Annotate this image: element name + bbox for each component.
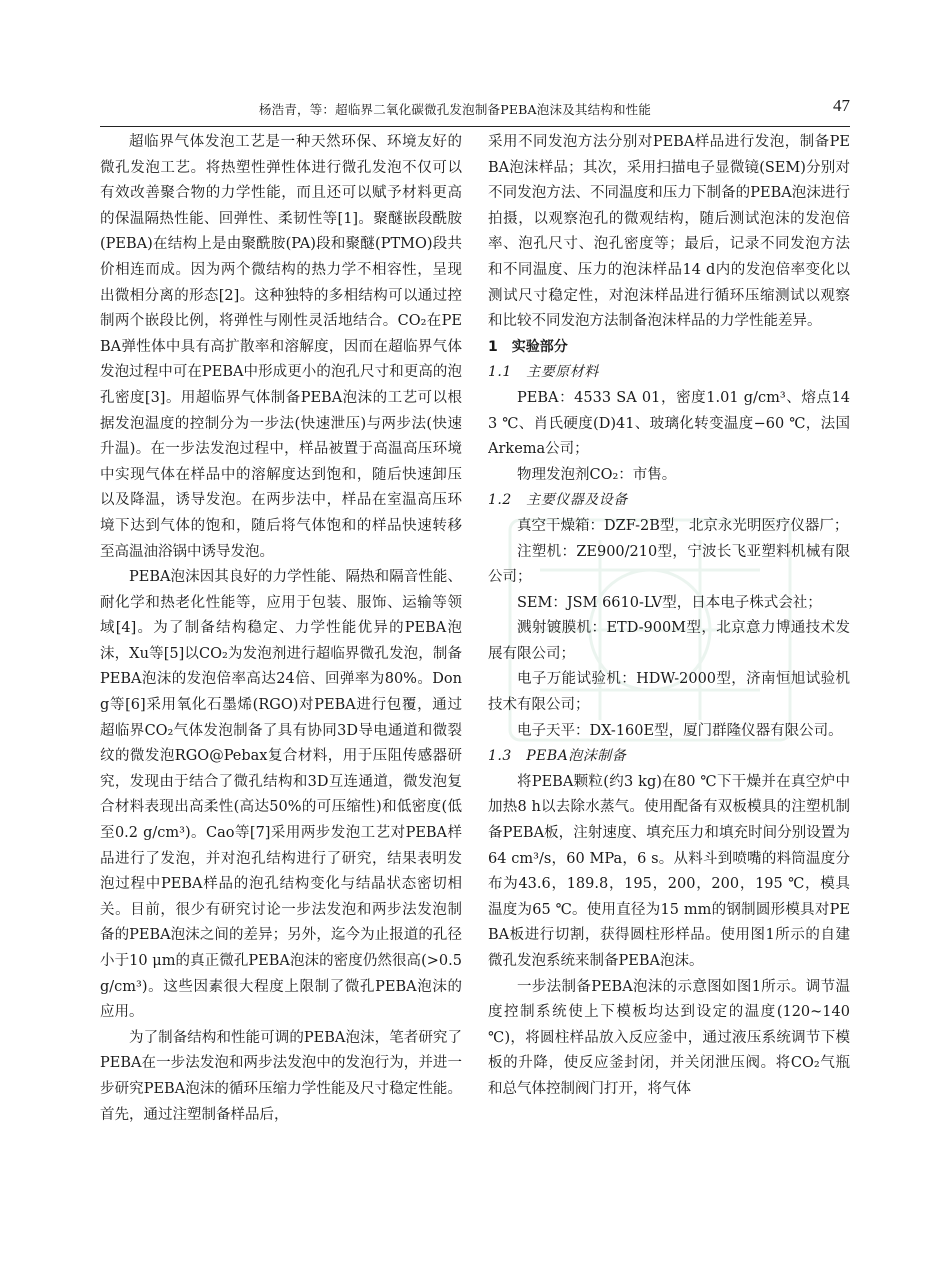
preparation-paragraph-2: 一步法制备PEBA泡沫的示意图如图1所示。调节温度控制系统使上下模板均达到设定的温度(120~140 ℃)，将圆柱样品放入反应釜中，通过液压系统调节下模板的升降，使反应釜封闭，并关闭泄压阀。将CO₂气瓶和总气体控制阀门打开，将气体 — [488, 978, 850, 1097]
intro-paragraph-3: 为了制备结构和性能可调的PEBA泡沫，笔者研究了PEBA在一步法发泡和两步法发泡中的发泡行为，并进一步研究PEBA泡沫的循环压缩力学性能及尺寸稳定性能。首先，通过注塑制备样品后， — [100, 1029, 462, 1123]
running-title: 杨浩青，等：超临界二氧化碳微孔发泡制备PEBA泡沫及其结构和性能 — [258, 102, 652, 117]
equipment-item: 电子天平：DX-160E型，厦门群隆仪器有限公司。 — [517, 722, 843, 739]
equipment-item: 注塑机：ZE900/210型，宁波长飞亚塑料机械有限公司； — [488, 543, 850, 586]
equipment-item: SEM：JSM 6610-LV型，日本电子株式会社； — [517, 594, 822, 611]
intro-paragraph-2: PEBA泡沫因其良好的力学性能、隔热和隔音性能、耐化学和热老化性能等，应用于包装、服饰、运输等领域[4]。为了制备结构稳定、力学性能优异的PEBA泡沫，Xu等[5]以CO₂为发泡剂进行超临界微孔发泡，制备PEBA泡沫的发泡倍率高达24倍、回弹率为80%。Dong等[6]采用氧化石墨烯(RGO)对PEBA进行包覆，通过超临界CO₂气体发泡制备了具有协同3D导电通道和微裂纹的微发泡RGO@Pebax复合材料，用于压阻传感器研究，发现由于结合了微孔结构和3D互连通道，微发泡复合材料表现出高柔性(高达50%的可压缩性)和低密度(低至0.2 g/cm³)。Cao等[7]采用两步发泡工艺对PEBA样品进行了发泡，并对泡孔结构进行了研究，结果表明发泡过程中PEBA样品的泡孔结构变化与结晶状态密切相关。目前，很少有研究讨论一步法发泡和两步法发泡制备的PEBA泡沫之间的差异；另外，迄今为止报道的孔径小于10 μm的真正微孔PEBA泡沫的密度仍然很高(>0.5 g/cm³)。这些因素很大程度上限制了微孔PEBA泡沫的应用。 — [100, 569, 462, 1021]
subsection-heading-materials: 1.1 主要原材料 — [488, 364, 599, 381]
equipment-item: 电子万能试验机：HDW-2000型，济南恒旭试验机技术有限公司； — [488, 671, 850, 714]
material-item: 物理发泡剂CO₂：市售。 — [517, 466, 677, 483]
right-column — [488, 130, 850, 1210]
material-item: PEBA：4533 SA 01，密度1.01 g/cm³、熔点143 ℃、肖氏硬度(D)41、玻璃化转变温度−60 ℃，法国Arkema公司； — [488, 389, 850, 458]
equipment-item: 真空干燥箱：DZF-2B型，北京永光明医疗仪器厂； — [517, 517, 849, 534]
intro-paragraph-1: 超临界气体发泡工艺是一种天然环保、环境友好的微孔发泡工艺。将热塑性弹性体进行微孔发泡不仅可以有效改善聚合物的力学性能，而且还可以赋予材料更高的保温隔热性能、回弹性、柔韧性等[1]。聚醚嵌段酰胺(PEBA)在结构上是由聚酰胺(PA)段和聚醚(PTMO)段共价相连而成。因为两个微结构的热力学不相容性，呈现出微相分离的形态[2]。这种独特的多相结构可以通过控制两个嵌段比例，将弹性与刚性灵活地结合。CO₂在PEBA弹性体中具有高扩散率和溶解度，因而在超临界气体发泡过程中可在PEBA中形成更小的泡孔尺寸和更高的泡孔密度[3]。用超临界气体制备PEBA泡沫的工艺可以根据发泡温度的控制分为一步法(快速泄压)与两步法(快速升温)。在一步法发泡过程中，样品被置于高温高压环境中实现气体在样品中的溶解度达到饱和，随后快速卸压以及降温，诱导发泡。在两步法中，样品在室温高压环境下达到气体的饱和，随后将气体饱和的样品快速转移至高温油浴锅中诱导发泡。 — [100, 134, 462, 560]
intro-continuation: 采用不同发泡方法分别对PEBA样品进行发泡，制备PEBA泡沫样品；其次，采用扫描电子显微镜(SEM)分别对不同发泡方法、不同温度和压力下制备的PEBA泡沫进行拍摄，以观察泡孔的微观结构，随后测试泡沫的发泡倍率、泡孔尺寸、泡孔密度等；最后，记录不同发泡方法和不同温度、压力的泡沫样品14 d内的发泡倍率变化以测试尺寸稳定性，对泡沫样品进行循环压缩测试以观察和比较不同发泡方法制备泡沫样品的力学性能差异。 — [488, 134, 850, 330]
left-column — [100, 130, 462, 1210]
equipment-item: 溅射镀膜机：ETD-900M型，北京意力博通技术发展有限公司； — [488, 620, 850, 662]
subsection-heading-equipment: 1.2 主要仪器及设备 — [488, 492, 628, 509]
running-header — [100, 96, 850, 127]
section-heading-experiment: 1 实验部分 — [488, 338, 568, 355]
preparation-paragraph-1: 将PEBA颗粒(约3 kg)在80 ℃下干燥并在真空炉中加热8 h以去除水蒸气。使用配备有双板模具的注塑机制备PEBA板，注射速度、填充压力和填充时间分别设置为64 cm³/s，60 MPa，6 s。从料斗到喷嘴的料筒温度分布为43.6，189.8，195，200，200，195 ℃，模具温度为65 ℃。使用直径为15 mm的钢制圆形模具对PEBA板进行切割，获得圆柱形样品。使用图1所示的自建微孔发泡系统来制备PEBA泡沫。 — [488, 773, 850, 969]
page-number: 47 — [833, 96, 850, 115]
subsection-heading-preparation: 1.3 PEBA泡沫制备 — [488, 748, 627, 765]
